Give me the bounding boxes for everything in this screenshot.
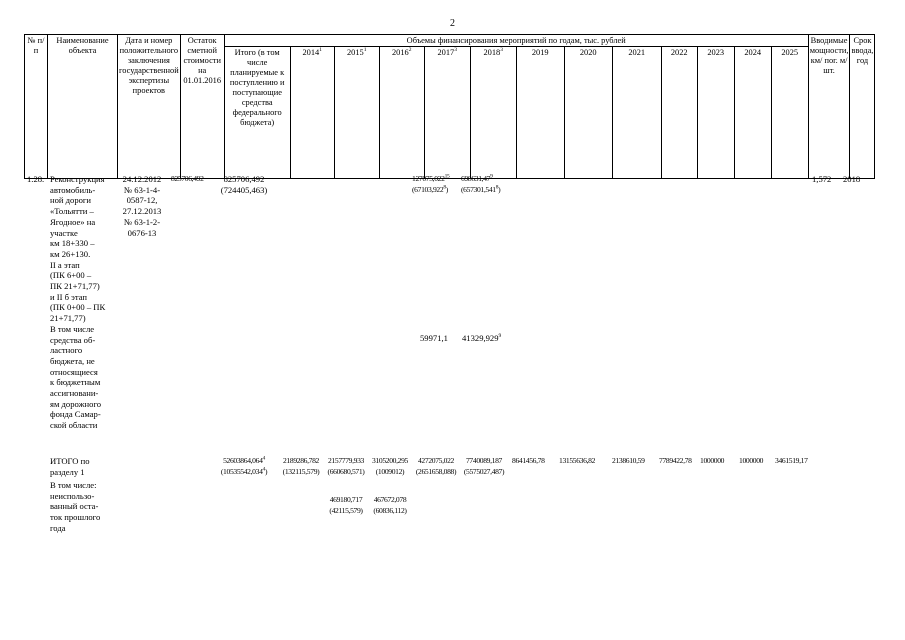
header-deadline: Срок ввода, год xyxy=(850,35,875,179)
totals-2018: 7740089,187 (5575027,487) xyxy=(463,456,505,476)
row-128-name: Реконструкция автомобиль- ной дороги «Тольятти – Ягодное» на участке км 18+330 – км 26+130. II а этап (ПК 6+00 – ПК 21+71,77) и II б этап (ПК 0+00 – ПК 21+71,77) В том числе средства об- ластного бюджета, не относящиеся к бюджетным ассигновани- ям дорожного фонда Самар- ской области xyxy=(50,174,106,431)
totals-label: ИТОГО по разделу 1 xyxy=(50,456,90,477)
header-year-2015: 2015$^1$ xyxy=(334,47,379,179)
row-128-deadline: 2018 xyxy=(843,174,861,184)
header-total: Итого (в том числе планируемые к поступлению и поступающие средства федерального бюджета) xyxy=(224,47,290,179)
row-128-expertise: 24.12.2012 № 63-1-4- 0587-12, 27.12.2013 № 63-1-2- 0676-13 xyxy=(122,174,162,238)
header-funding-group: Объемы финансирования мероприятий по годам, тыс. рублей xyxy=(224,35,808,47)
unused-2016: 467672,078 (60836,112) xyxy=(373,495,407,515)
header-year-2017: 2017$^3$ xyxy=(424,47,470,179)
totals-2023: 1000000 xyxy=(700,456,725,465)
totals-2019: 8641456,78 xyxy=(512,456,545,465)
header-year-2025: 2025 xyxy=(771,47,808,179)
header-year-2014: 2014$^1$ xyxy=(290,47,334,179)
header-capacity: Вводимые мощности, км/ пог. м/шт. xyxy=(808,35,850,179)
row-128-capacity: 1,572 xyxy=(812,174,832,184)
totals-2017: 4272075,022 (2651658,088) xyxy=(415,456,457,476)
totals-2022: 7789422,78 xyxy=(659,456,692,465)
row-128-regional-2018: 41329,929$^9$ xyxy=(462,333,502,343)
totals-2015: 2157779,933 (660680,571) xyxy=(327,456,365,476)
totals-2025: 3461519,17 xyxy=(775,456,808,465)
header-year-2021: 2021 xyxy=(612,47,661,179)
totals-2014: 2189286,782 (132115,579) xyxy=(282,456,320,476)
header-balance: Остаток сметной стоимости на 01.01.2016 xyxy=(180,35,224,179)
header-year-2019: 2019 xyxy=(516,47,564,179)
unused-2015: 469180,717 (42115,579) xyxy=(329,495,363,515)
row-128-2018: 698631,47$^9$ (657301,541$^8$) xyxy=(461,173,501,194)
header-num: № п/п xyxy=(25,35,48,179)
header-year-2024: 2024 xyxy=(734,47,771,179)
header-year-2022: 2022 xyxy=(661,47,697,179)
row-128-2017: 127075,022$^{15}$ (67103,922$^8$) xyxy=(412,173,450,194)
header-year-2016: 2016$^2$ xyxy=(379,47,424,179)
row-128-total: 825706,492 (724405,463) xyxy=(220,174,268,195)
header-date: Дата и номер положительного заключения государственной экспертизы проектов xyxy=(118,35,181,179)
totals-2021: 2138610,59 xyxy=(612,456,645,465)
row-128-balance: 825706,492 xyxy=(171,174,204,183)
header-name: Наименование объекта xyxy=(48,35,118,179)
header-year-2018: 2018$^3$ xyxy=(470,47,516,179)
unused-label: В том числе: неиспользо- ванный оста- ток прошлого года xyxy=(50,480,101,533)
table-header xyxy=(24,34,875,179)
totals-2020: 13155636,82 xyxy=(559,456,596,465)
totals-2024: 1000000 xyxy=(739,456,764,465)
header-year-2023: 2023 xyxy=(697,47,734,179)
page-number: 2 xyxy=(450,18,455,29)
totals-2016: 3105200,295 (1009012) xyxy=(371,456,409,476)
row-128-num: 1.28. xyxy=(27,174,45,184)
row-128-regional-2017: 59971,1 xyxy=(420,333,448,343)
totals-total: 52603864,064$^4$ (10535542,034$^4$) xyxy=(220,455,268,476)
header-year-2020: 2020 xyxy=(564,47,612,179)
